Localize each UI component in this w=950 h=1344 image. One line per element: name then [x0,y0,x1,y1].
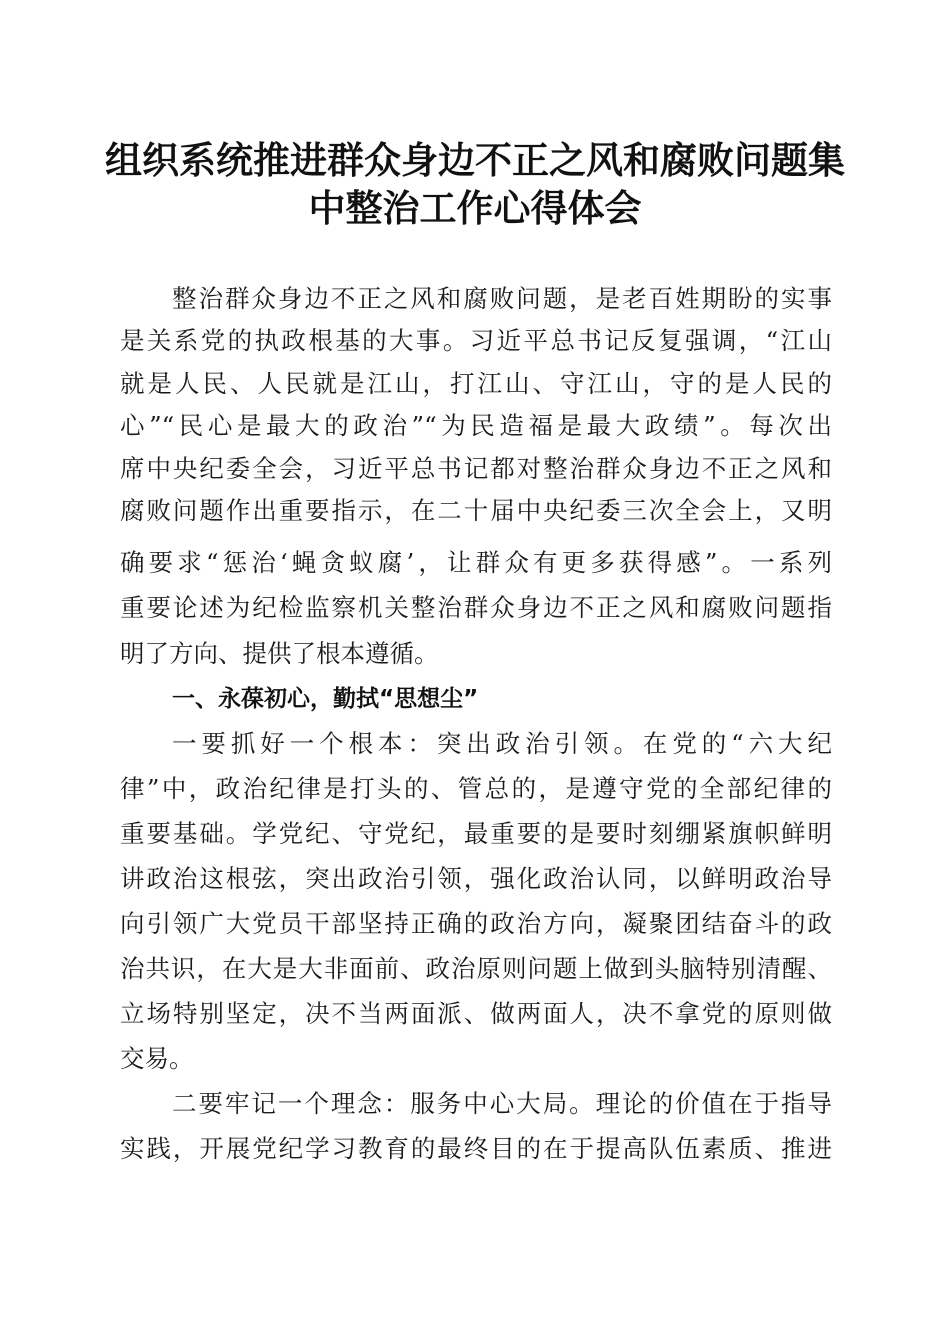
paragraph-1-line-9: 明了方向、提供了根本遵循。 [120,639,439,668]
paragraph-2-line-3: 重要基础。学党纪、守党纪，最重要的是要时刻绷紧旗帜鲜明 [120,819,832,848]
paragraph-1-line-8: 重要论述为纪检监察机关整治群众身边不正之风和腐败问题指 [120,593,832,622]
paragraph-2-line-6: 治共识，在大是大非面前、政治原则问题上做到头脑特别清醒、 [120,954,832,983]
section-heading-1: 一、永葆初心，勤拭“思想尘” [172,686,479,712]
paragraph-1-line-6: 腐败问题作出重要指示，在二十届中央纪委三次全会上，又明 [120,496,832,525]
paragraph-2-line-7: 立场特别坚定，决不当两面派、做两面人，决不拿党的原则做 [120,999,832,1028]
title-line-2: 中整治工作心得体会 [308,186,642,230]
paragraph-1-line-7: 确要求“惩治‘蝇贪蚁腐’，让群众有更多获得感”。一系列 [120,548,832,577]
paragraph-2-line-2: 律”中，政治纪律是打头的、管总的，是遵守党的全部纪律的 [120,774,832,803]
paragraph-1-line-1: 整治群众身边不正之风和腐败问题，是老百姓期盼的实事 [172,284,832,313]
title-line-1: 组织系统推进群众身边不正之风和腐败问题集 [105,138,845,182]
paragraph-2-line-8: 交易。 [120,1044,194,1073]
paragraph-2-line-5: 向引领广大党员干部坚持正确的政治方向，凝聚团结奋斗的政 [120,909,832,938]
paragraph-3-line-2: 实践，开展党纪学习教育的最终目的在于提高队伍素质、推进 [120,1134,832,1163]
paragraph-2-line-4: 讲政治这根弦，突出政治引领，强化政治认同，以鲜明政治导 [120,864,832,893]
paragraph-3-line-1: 二要牢记一个理念：服务中心大局。理论的价值在于指导 [172,1089,832,1118]
paragraph-2-line-1: 一要抓好一个根本：突出政治引领。在党的“六大纪 [172,729,832,758]
paragraph-1-line-3: 就是人民、人民就是江山，打江山、守江山，守的是人民的 [120,369,832,398]
paragraph-1-line-4: 心”“民心是最大的政治”“为民造福是最大政绩”。每次出 [120,411,832,440]
paragraph-1-line-5: 席中央纪委全会，习近平总书记都对整治群众身边不正之风和 [120,454,832,483]
document-title [100,136,850,232]
paragraph-1-line-2: 是关系党的执政根基的大事。习近平总书记反复强调，“江山 [120,326,832,355]
